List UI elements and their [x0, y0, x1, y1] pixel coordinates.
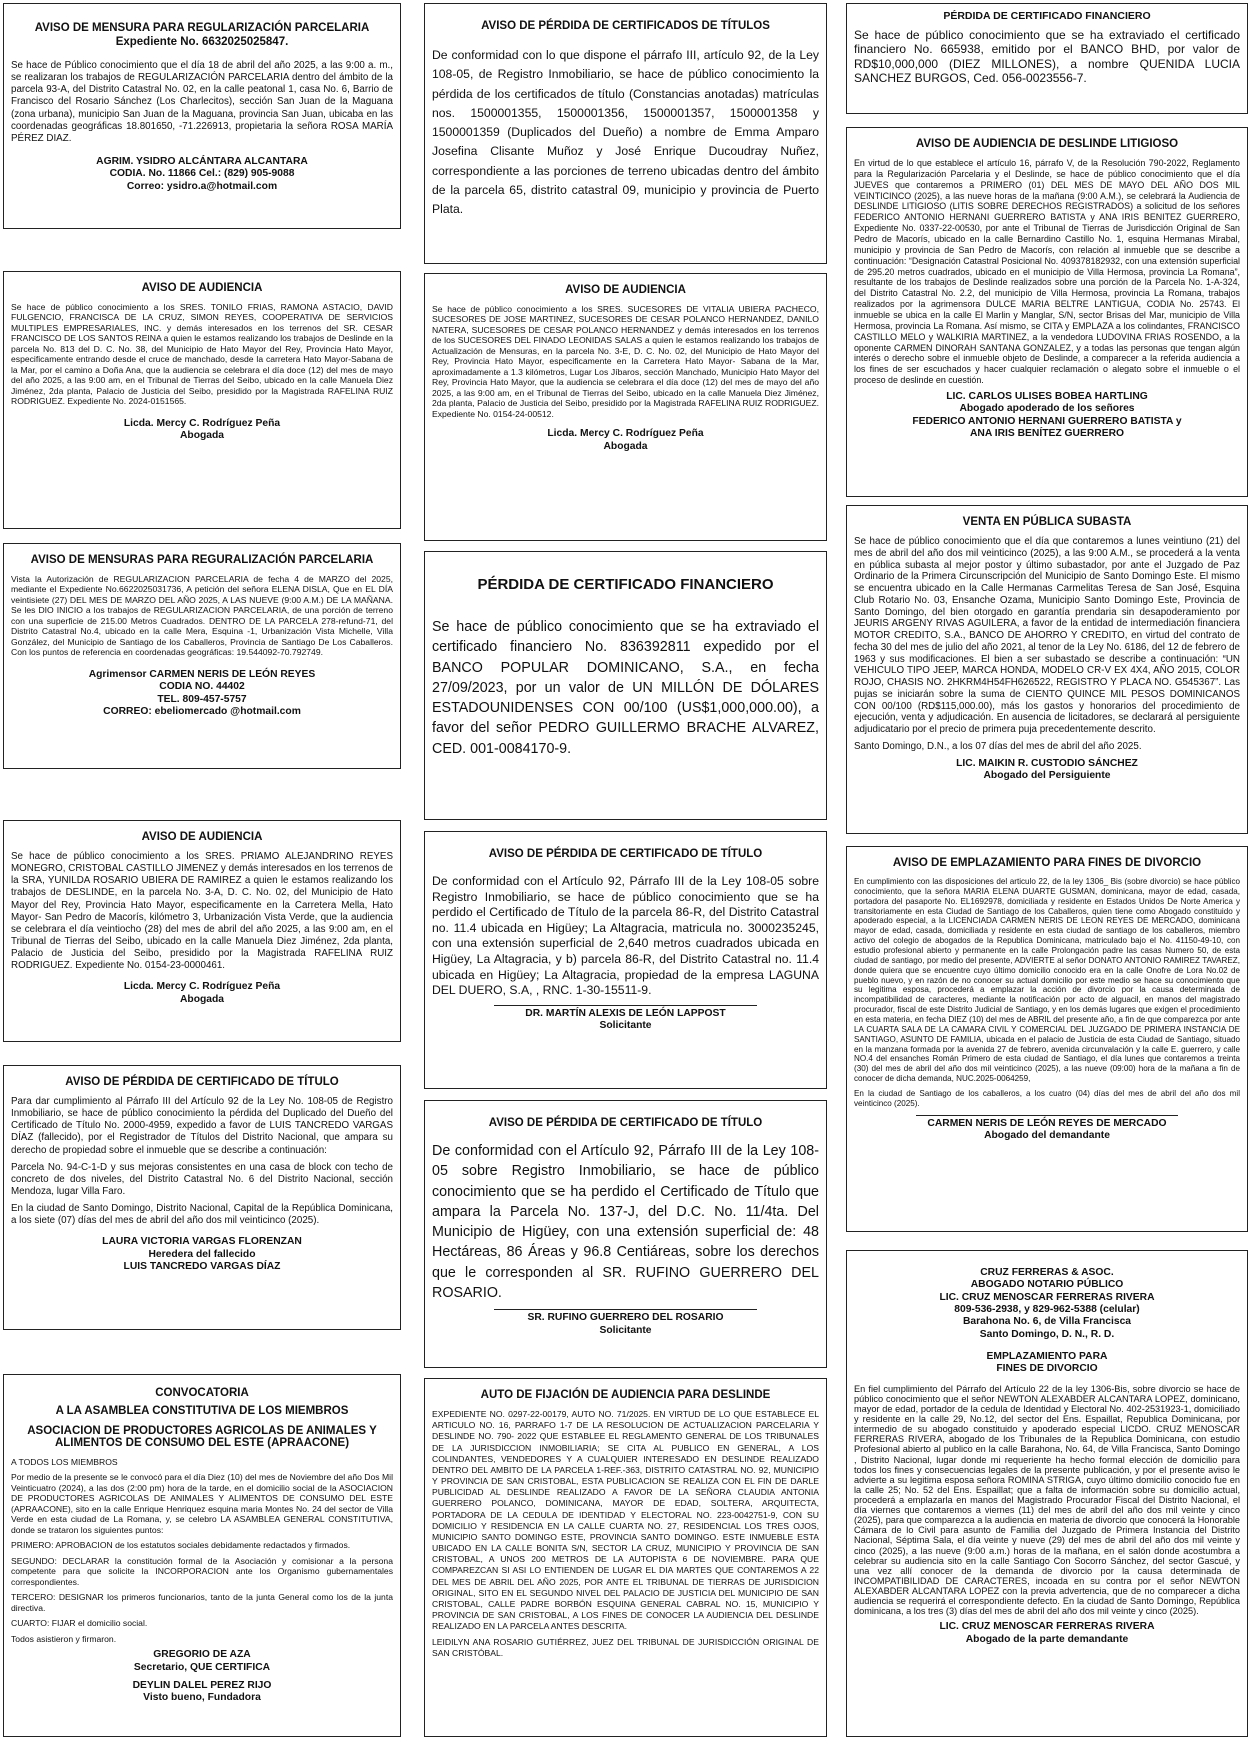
signature-name: SR. RUFINO GUERRERO DEL ROSARIO — [527, 1312, 724, 1324]
notice-perdida-titulo-1 — [3, 1065, 401, 1330]
notice-date: En la ciudad de Santiago de los caballeros, a los cuatro (04) días del mes de abril del año dos mil veinticinco (2025). — [854, 1089, 1240, 1108]
notice-title: EMPLAZAMIENTO PARA — [986, 1351, 1108, 1363]
signature-role: Secretario, QUE CERTIFICA — [133, 1661, 271, 1673]
signature-email: CORREO: ebeliomercado @hotmail.com — [103, 705, 301, 717]
notice-paragraph: Todos asistieron y firmaron. — [11, 1633, 117, 1644]
signature-name: LIC. MAIKIN R. CUSTODIO SÁNCHEZ — [956, 757, 1138, 769]
notice-title: AVISO DE PÉRDIDA DE CERTIFICADO DE TÍTULO — [65, 1076, 339, 1088]
signature-client: ANA IRIS BENÍTEZ GUERRERO — [969, 428, 1125, 440]
signature-role: Solicitante — [599, 1020, 652, 1032]
notice-subtitle: A LA ASAMBLEA CONSTITUTIVA DE LOS MIEMBROS — [55, 1405, 349, 1417]
notice-body: EXPEDIENTE NO. 0297-22-00179, AUTO NO. 71/2025. EN VIRTUD DE LO QUE ESTABLECE EL ARTICULO NO. 16, PARRAFO 1-7 DE LA RESOLUCION DE ACTUALIZACION PARCELARIA Y DESLINDE NO. 790- 2022 QUE ESTABLEE EL REGLAMENTO GENERAL DE LOS TRIBUNALES DE LA JURISDICCION INMOBILIARIA; SE CITA AL PUBLICO EN GENERAL, A LOS COLINDANTES, VENDEDORES Y A CUALQUIER INTERESADO EN DESLINDE REALIZADO DENTRO DEL AMBITO DE LA PARCELA 1-REF.-363, DISTRITO CATASTRAL NO. 92, MUNICIPIO Y PROVINCIA DE SAN CRISTOBAL, ESTA PUBLICACION SE REALIZA CON EL FIN DE DARLE PUBLICIDAD AL DESLINDE REALIZADO A FAVOR DE LA SEÑORA CLAUDIA ANTONIA GUERRERO POLANCO, DOMINICANA, MAYOR DE EDAD, SOLTERA, ARQUITECTA, PORTADORA DE LA CEDULA DE IDENTIDAD Y ELECTORAL NO. 223-0042751-9, CON SU DOMICILIO Y RESIDENCIA EN LA CALLE CUARTA NO. 27, RESIDENCIAL LOS TRES OJOS, MUNICIPIO SANTO DOMINGO ESTE, PROVINCIA SANTO DOMINGO. ESTE INMUEBLE ESTA UBICADO EN LA CALLE BONITA S/N, SECTOR LA CRUZ, MUNICIPIO Y PROVINCIA DE SAN CRISTOBAL, A UNOS 200 METROS DE LA AUTOPISTA 6 DE NOVIEMBRE. PARA QUE COMPAREZCAN SI ASI LO ENTIENDEN DE LUGAR EL DIA MARTES QUE CONTAREMOS A 22 DEL MES DE ABRIL DEL AÑO 2025, POR ANTE EL TRIBUNAL DE TIERRAS DE JURISDICION ORIGINAL, SITO EN EL SEGUNDO NIVEL DEL PALACIO DE JUSTICIA DEL MUNICIPIO DE SAN CRISTOBAL, CALLE PADRE BORBÓN ESQUINA GENERAL CABRAL NO. 15, MUNICIPIO Y PROVINCIA DE SAN CRISTOBAL, A LOS FINES DE CONOCER LA AUDIENCIA DEL DESLINDE REALIZADO EN LA PARCELA ANTES DESCRITA. — [432, 1409, 819, 1632]
notice-perdida-titulo-2 — [424, 831, 827, 1089]
notice-audiencia-2 — [3, 820, 401, 1042]
notice-title: FINES DE DIVORCIO — [996, 1363, 1098, 1375]
signature-role: Abogado del Persiguiente — [983, 770, 1111, 782]
signature-role: Abogado del demandante — [984, 1130, 1110, 1142]
signature-name: LAURA VICTORIA VARGAS FLORENZAN — [102, 1236, 302, 1248]
notice-subtitle: Expediente No. 6632025025847. — [115, 36, 289, 48]
notice-body: De conformidad con el Artículo 92, Párrafo III de la Ley 108-05 sobre Registro Inmobiliario, se hace de público conocimiento que se ha perdido el Certificado de Título que ampara la Parcela No. 137-J, del D.C. No. 11/4ta. Del Municipio de Higüey, con una extensión superficial de: 48 Hectáreas, 86 Áreas y 96.8 Centiáreas, sobre los derechos que le corresponden al SR. RUFINO GUERRERO DEL ROSARIO. — [432, 1143, 819, 1302]
signature-codia: CODIA. No. 11866 Cel.: (829) 905-9088 — [109, 168, 295, 180]
signature-role: Heredera del fallecido — [148, 1248, 256, 1260]
notice-body: De conformidad con lo que dispone el párrafo III, artículo 92, de la Ley 108-05, de Registro Inmobiliario, se hace de público conocimiento la pérdida de los certificados de título (Constancias anotadas) matrículas nos. 1500001355, 1500001356, 1500001357, 1500001358 y 1500001359 (Duplicados del Dueño) a nombre de Emma Amparo Josefina Clisante Muñoz y José Enrique Ducoudray Nuñez, correspondiente a las porciones de terreno ubicadas dentro del ámbito de la parcela 65, distrito catastral 09, municipio y provincia de Puerto Plata. — [432, 48, 819, 217]
notice-title: AVISO DE AUDIENCIA — [141, 282, 263, 294]
notice-venta-subasta — [846, 505, 1248, 834]
signature-role: Abogado apoderado de los señores — [959, 403, 1135, 415]
notice-paragraph: SEGUNDO: DECLARAR la constitución formal de la Asociación y comisionar a la persona competente para que solicite la INCORPORACION ante los Organismo gubernamentales correspondientes. — [11, 1555, 393, 1587]
notice-body: Se hace de público conocimiento a los SRES. SUCESORES DE VITALIA UBIERA PACHECO, SUCESORES DE JOSE MARTINEZ, SUCESORES DE CESAR POLANCO HERNANDEZ, DANILO NATERA, SUCESORES DE CESAR POLANCO HERNANDEZ y demás interesados en los terrenos de los SUCESORES DEL FINADO LEONIDAS SALAS a quien le estamos realizando los trabajos de Actualización de Mensuras, en la parcela No. 3-E, D. C. No. 02, del Municipio de Hato Mayor del Rey, Provincia Hato Mayor, especificamente en la Carretera Hato Mayor- Sabana de la Mar, aproximadamente a 1.3 kilómetros, Lugar Los Jíbaros, sección Manchado, Municipio Hato Mayor del Rey, Provincia Hato Mayor, que la audiencia se celebrara el día doce (12) del mes de mayo del año 2025, a las 9:00 am, en el Tribunal de Tierras del Seibo, ubicado en la calle Manuela Diez Jiménez, 2da planta, Palacio de Justicia del Seibo, presidido por la Magistrada RAFELINA RUIZ RODRIGUEZ. Expediente No. 0154-24-00512. — [432, 304, 819, 419]
notice-body: Se hace de público conocimiento que se ha extraviado el certificado financiero No. 836392811 expedido por el BANCO POPULAR DOMINICANO, S.A., en fecha 27/09/2023, por un valor de UN MILLÓN DE DÓLARES ESTADOUNIDENSES CON 00/100 (US$1,000,000.00), a favor del señor PEDRO GUILLERMO BRACHE ALVAREZ, CED. 001-0084170-9. — [432, 619, 819, 757]
signature-line — [494, 1005, 757, 1006]
signature-client: FEDERICO ANTONIO HERNANI GUERRERO BATISTA y — [912, 415, 1182, 427]
signature-role: Abogada — [179, 430, 225, 442]
notice-title: AVISO DE AUDIENCIA DE DESLINDE LITIGIOSO — [915, 138, 1179, 150]
notice-title: AVISO DE EMPLAZAMIENTO PARA FINES DE DIVORCIO — [892, 857, 1202, 869]
notice-body: De conformidad con el Artículo 92, Párrafo III de la Ley 108-05 sobre Registro Inmobiliario, se hace de público conocimiento que se ha perdido el Certificado de Título de la parcela 86-R, del Distrito Catastral no. 11.4 ubicada en Higüey; La Altagracia, matricula no. 3000235245, con una extensión superficial de 2,640 metros cuadrados ubicada en Higüey, La Altagracia, y b) parcela 86-R, del Distrito Catastral no. 11.4 ubicada en Higüey; La Altagracia, propiedad de la empresa LAGUNA DEL DUERO, S.A, , RNC. 1-30-15511-9. — [432, 874, 819, 998]
notice-body: En cumplimiento con las disposiciones del articulo 22, de la ley 1306_ Bis (sobre divorcio) se hace público conocimiento, que la señora MARIA ELENA DUARTE GUSMAN, dominicana, mayor de edad, casada, portadora del pasaporte No. EL1692978, domiciliada y residente en Estados Unidos De Norte America y transitoriamente en esta Ciudad de Santiago de los Caballeros, quien tiene como Abogado constituido y apoderado especial, a la LICENCIADA CARMEN NERIS DE LEON REYES DE MERCADO, dominicana mayor de edad, casada, domiciliada y residente en esta ciudad de santiago de los caballeros, miembro activo del colegio de abogados de la Republica Dominicana, matriculado bajo el No. 41150-49-10, con estudio profesional abierto y permanente en la calle Prolongación padre las casas Numero 50, de esta ciudad de santiago, por medio del presente, ADVIERTE al señor DONATO ANTONIO RAMIREZ TAVAREZ, donde quiera que se encuentre cuyo último domicilio conocido era en la calle Onofre de Lora No.02 de pueblo nuevo, y en razón de no conocer su actual domicilio por este medio se hace su conocimiento que su legitima esposa, procederá a emplazar la acción de divorcio por la causa determinada de incompatibilidad de caracteres, mediante la notificación por acto de alguacil, en manos del magistrado procurador, fiscal de este Distrito Judicial de Santiago, y en los demás lugares que exigen el procedimiento en esta materia, en fecha DIEZ (10) del mes de ABRIL del presente año, a fin de que comparezca por ante LA CUARTA SALA DE LA CAMARA CIVIL Y COMERCIAL DEL JUZGADO DE PRIMERA INSTANCIA DE SANTIAGO, ASUNTO DE FAMILIA, ubicada en el palacio de Justicia de esta Ciudad de Santiago, situado en la manzana formada por la avenida 27 de febrero, avenida circunvalación y la calle E. guerrero, y calle NO.4 del ensanches Román Primero de esta ciudad de Santiago, el día lunes que contaremos a treinta (30) del mes de abril del año dos mil veinticinco (2025), a las nueve (09:00) hora de la mañana a fin de conocer de dicha demanda, NUC.2025-0064259, — [854, 877, 1240, 1084]
notice-title: CONVOCATORIA — [155, 1387, 249, 1399]
notice-paragraph: Por medio de la presente se le convocó para el día Diez (10) del mes de Noviembre del año Dos Mil Veinticuatro (2024), a las dos (2:00 pm) hora de la tarde, en el domicilio social de la ASOCIACION DE PRODUCTORES AGRICOLAS DE ANIMALES Y ALIMENTOS DE CONSUMO DEL ESTE (APRAACONE), sito en la calle Enrique Henriquez esquina maria Montes No. 24 del sector de Villa Verde en esta ciudad de La Romana, y, se celebro LA ASAMBLEA GENERAL CONSTITUTIVA, donde se trataron los siguientes puntos: — [11, 1472, 393, 1535]
notice-body: Vista la Autorización de REGULARIZACION PARCELARIA de fecha 4 de MARZO del 2025, mediante el Expediente No.6622025031736, A petición del señora ELENA DISLA, Que en EL DÍA veintisiete (27) DEL MES DE MARZO DEL AÑO 2025, A LAS NUEVE (9:00 A.M.) DE LA MAÑANA. Se les DIO INICIO a los trabajos de REGULARIZACION PARCELARIA, de una porción de terreno con una superficie de 215.00 Metros Cuadrados. DENTRO DE LA PARCELA 278-refund-71, del Distrito Catastral No.4, ubicado en la calle Mera, Esquina -1, Urbanización Vista Michelle, Villa González, del Municipio de Santiago de los Caballeros, Provincia de Santiago De Los Caballeros. Con los puntos de referencia en coordenadas geográficas: 19.544092-70.792749. — [11, 574, 393, 658]
notice-paragraph: CUARTO: FIJAR el domicilio social. — [11, 1618, 148, 1629]
signature-line — [494, 1309, 757, 1310]
notice-title: AVISO DE PÉRDIDA DE CERTIFICADO DE TÍTULO — [488, 848, 763, 860]
notice-emplazamiento-divorcio-1 — [846, 846, 1248, 1232]
notice-perdida-titulos — [424, 3, 827, 264]
signature-role: Visto bueno, Fundadora — [143, 1692, 261, 1704]
signature-role: Abogado de la parte demandante — [965, 1633, 1129, 1645]
signature-name: LUIS TANCREDO VARGAS DÍAZ — [123, 1261, 281, 1273]
notice-audiencia-deslinde-litigioso — [846, 127, 1248, 497]
signature-name: Licda. Mercy C. Rodríguez Peña — [547, 428, 704, 440]
firm-title: ABOGADO NOTARIO PÚBLICO — [970, 1279, 1124, 1291]
signature-name: CARMEN NERIS DE LEÓN REYES DE MERCADO — [927, 1117, 1167, 1129]
notice-convocatoria — [3, 1374, 401, 1737]
notice-title: AVISO DE AUDIENCIA — [141, 831, 263, 843]
signature-name: AGRIM. YSIDRO ALCÁNTARA ALCANTARA — [96, 155, 308, 167]
notice-paragraph: TERCERO: DESIGNAR los primeros funcionarios, tanto de la junta General como los de la junta directiva. — [11, 1592, 393, 1613]
signature-name: DR. MARTÍN ALEXIS DE LEÓN LAPPOST — [525, 1007, 726, 1019]
notice-body: Se hace de Público conocimiento que el día 18 de abril del año 2025, a las 9:00 a. m., se realizaran los trabajos de REGULARIZACIÓN PARCELARIA dentro del ámbito de la parcela 93-A, del Distrito Catastral No. 02, en la calle peatonal 1, casa No. 6, Barrio de Francisco del Rosario Sánchez (Los Charlecitos), sección San Juan de la Maguana (zona urbana), municipio San Juan de la Maguana, provincia San Juan, ubicaba en las coordenadas geográficas 18.801650, -71.226913, propietaria la señora ROSA MARÍA PÉREZ DIAZ. — [11, 60, 393, 144]
signature-role: Abogada — [179, 993, 225, 1005]
firm-name: CRUZ FERRERAS & ASOC. — [980, 1267, 1114, 1278]
notice-body: Se hace de público conocimiento que se ha extraviado el certificado financiero No. 665938, emitido por el BANCO BHD, por valor de RD$10,000,000 (DIEZ MILLONES), a nombre QUENIDA LUCIA SANCHEZ BURGOS, Ced. 056-0023556-7. — [854, 28, 1240, 86]
notice-perdida-certificado-financiero-2 — [846, 3, 1248, 114]
notice-body: Se hace de público conocimiento a los SRES. TONILO FRIAS, RAMONA ASTACIO, DAVID FULGENCIO, FRANCISCA DE LA CRUZ, SIMON REYES, COOPERATIVA DE SERVICIOS MULTIPLES EMPRESARIALES, INC. y demás interesados en los terrenos del SR. CESAR FRANCISCO DE LOS SANTOS REINA a quien le estamos realizando los trabajos de Deslinde en la parcela No. 813 del D. C. No. 38, del Municipio de Hato Mayor del Rey, Provincia Hato Mayor, especificamente entrando desde el cruce de manchado, desde la carretera Hato Mayor-Sabana de la Mar, por el camino a Doña Ana, que la audiencia se celebrara el día doce (12) del mes de mayo del año 2025, a las 9:00 am, en el Tribunal de Tierras del Seibo, ubicado en la calle Manuela Diez Jiménez, 2da planta, Palacio de Justicia del Seibo, presidido por la Magistrada RAFELINA RUIZ RODRIGUEZ. Expediente No. 2024-0151565. — [11, 302, 393, 407]
signature-codia: CODIA NO. 44402 — [159, 681, 245, 693]
firm-lawyer: LIC. CRUZ MENOSCAR FERRERAS RIVERA — [939, 1291, 1155, 1303]
notice-perdida-certificado-financiero-1 — [424, 551, 827, 820]
signature-name: LIC. CARLOS ULISES BOBEA HARTLING — [946, 391, 1148, 403]
signature-name: Agrimensor CARMEN NERIS DE LEÓN REYES — [88, 668, 316, 680]
notice-auto-fijacion — [424, 1378, 827, 1737]
notice-title: AVISO DE MENSURAS PARA REGURALIZACIÓN PARCELARIA — [30, 554, 374, 566]
notice-paragraph: PRIMERO: APROBACION de los estatutos sociales debidamente redactados y firmados. — [11, 1540, 351, 1551]
firm-address: Barahona No. 6, de Villa Francisca — [962, 1316, 1132, 1328]
signature-name: Licda. Mercy C. Rodríguez Peña — [123, 981, 281, 993]
signature-role: Solicitante — [599, 1324, 652, 1336]
notice-body: Se hace de público conocimiento que el día que contaremos a lunes veintiuno (21) del mes de abril del año dos mil veinticinco (2025), a las 9:00 A.M., se procederá a la venta en pública subasta al mejor postor y último subastador, por ante el Juzgado de Paz Ordinario de la Primera Circunscripción del Municipio de Santo Domingo Este. El mismo se encuentra ubicado en la Calle Hermanas Carmelitas Teresa de San José, Esquina Club Rotario No. 03, Ensanche Ozama, Municipio Santo Domingo Este, Provincia de Santo Domingo, del bien otorgado en garantía prendaria sin desapoderamiento por JEURIS ARGENY RIVAS AGUILERA, a favor de la entidad de intermediación financiera MOTOR CREDITO, S.A., BANCO DE AHORRO Y CREDITO, en virtud del contrato de fecha 30 del mes de julio del año 2021, al tenor de la Ley No. 6186, del 12 de febrero de 1963 y sus modificaciones. El bien a ser subastado se describe a continuación: “UN VEHICULO TIPO JEEP, MARCA HONDA, MODELO CR-V EX 4X4, AÑO 2015, COLOR ROJO, CHASIS NO. 2HKRM4H54FH626522, REGISTRO Y PLACA NO. G545367”. Las pujas se iniciarán sobre la suma de CIENTO QUINCE MIL PESOS DOMINICANOS CON 00/100 (RD$115,000.00), más los gastos y honorarios del procedimiento de ejecución, venta y adjudicación. En ausencia de licitadores, se declarará al persiguiente adjudicatario por el precio de primera puja precedentemente descrito. — [854, 536, 1240, 735]
notice-paragraph: Para dar cumplimiento al Párrafo III del Artículo 92 de la Ley No. 108-05 de Registro Inmobiliario, se hace de público conocimiento la pérdida del Duplicado del Dueño del Certificado de Título No. 2000-4959, expedido a favor de LUIS TANCREDO VARGAS DÍAZ (fallecido), por el Registrador de Títulos del Distrito Nacional, que ampara su derecho de propiedad sobre el inmueble que se describe a continuación: — [11, 1096, 393, 1156]
signature-name: DEYLIN DALEL PEREZ RIJO — [132, 1679, 272, 1691]
notice-date: Santo Domingo, D.N., a los 07 días del mes de abril del año 2025. — [854, 740, 1142, 752]
signature-name: Licda. Mercy C. Rodríguez Peña — [123, 417, 281, 429]
notice-audiencia-3 — [424, 273, 827, 541]
notice-title: PÉRDIDA DE CERTIFICADO FINANCIERO — [477, 576, 774, 593]
notice-title: VENTA EN PÚBLICA SUBASTA — [962, 516, 1132, 528]
firm-city: Santo Domingo, D. N., R. D. — [979, 1328, 1115, 1340]
signature-role: Abogada — [603, 440, 648, 452]
signature-email: Correo: ysidro.a@hotmail.com — [126, 180, 278, 192]
notice-perdida-titulo-3 — [424, 1100, 827, 1368]
notice-title: AVISO DE AUDIENCIA — [565, 284, 686, 296]
notice-mensuras-regularizacion — [3, 543, 401, 769]
notice-title: AVISO DE PÉRDIDA DE CERTIFICADO DE TÍTULO — [488, 1117, 763, 1129]
notice-title: AVISO DE PÉRDIDA DE CERTIFICADOS DE TÍTULOS — [481, 20, 770, 32]
signature-phone: TEL. 809-457-5757 — [157, 693, 247, 705]
notice-paragraph: A TODOS LOS MIEMBROS — [11, 1457, 118, 1467]
signature-line — [916, 1115, 1178, 1116]
notice-mensura-regularizacion — [3, 3, 401, 229]
notice-body: En fiel cumplimiento del Párrafo del Artículo 22 de la ley 1306-Bis, sobre divorcio se hace de público conocimiento que el señor NEWTON ALEXABDER ALCANTARA LOPEZ, dominicano, mayor de edad, portador de la cedula de Identidad y Electoral No. 402-2531923-1, domiciliado y residente en la calle 29, No.12, del sector del Ens. Espaillat, Republica Dominicana, por intermedio de su abogado constituido y apoderado especial LICDO. CRUZ MENOSCAR FERRERAS RIVERA, abogado de los Tribunales de la Republica Dominicana, con estudio Profesional abierto al publico en la calle Barahona, No. 64, de Villa Francisca, Santo Domingo , Distrito Nacional, lugar donde mi requeriente ha hecho formal elección de domicilio para todos los fines y consecuencias legales de la presente publicación, y por el presente aviso le advierte a su legitima esposa señora ROMINA STRIGA, cuyo último domicilio conocido fue en la calle 25; No. 52 del Ens. Espaillat; que a falta de información sobre su domicilio actual, procederá a emplazarla en manos del Magistrado Procurador Fiscal del Distrito Nacional, el día viernes que contaremos a viernes (11) del mes de abril del año dos mil veinte y cinco (2025), para que comparezca a la audiencia en materia de divorcio que conocerá la Honorable Cámara de lo Civil para asunto de Familia del Juzgado de Primera Instancia del Distrito Nacional, Séptima Sala, el día veinte y nueve (29) del mes de abril del año dos mil veinte y cinco (2025), a las nueve (9:00 a.m.) horas de la mañana, en el salón donde acostumbra a celebrar su audiencia sito en la calle Santiago Con Socorro Sánchez, del sector Gascué, y una vez allí conocer de la demanda de divorcio por la causa determinada de INCOMPATIBILIDAD DE CARACTERES, incoada en su contra por el señor NEWTON ALEXABDER ALCANTARA LOPEZ con la previa advertencia, que de no comparecer a dicha audiencia se requerirá el correspondiente defecto. En la ciudad de Santo Domingo, República dominicana, a los tres (3) días del mes de abril del año dos mil veinte y cinco (2025). — [854, 1383, 1240, 1617]
association-name: ASOCIACION DE PRODUCTORES AGRICOLAS DE ANIMALES Y ALIMENTOS DE CONSUMO DEL ESTE (APRAACONE) — [27, 1425, 377, 1449]
signature-name: LIC. CRUZ MENOSCAR FERRERAS RIVERA — [939, 1621, 1155, 1633]
notice-title: AUTO DE FIJACIÓN DE AUDIENCIA PARA DESLINDE — [480, 1389, 771, 1401]
notice-body: En virtud de lo que establece el artículo 16, párrafo V, de la Resolución 790-2022, Reglamento para la Regularización Parcelaria y el Deslinde, se hace de público conocimiento que el día JUEVES que contaremos a PRIMERO (01) DEL MES DE MAYO DEL AÑO DOS MIL VEINTICINCO (2025), a las nueve horas de la mañana (9:00 A.M.), se celebrará la Audiencia de DESLINDE LITIGIOSO (LITIS SOBRE DERECHOS REGISTRADOS) a solicitud de los señores FEDERICO ANTONIO HERNANI GUERRERO BATISTA y ANA IRIS BENITEZ GUERRERO, Expediente No. 0337-22-00530, por ante el Tribunal de Tierras de Jurisdicción Original de San Pedro de Macorís, ubicado en la calle Bernardino Castillo No. 1, esquina Hermanas Mirabal, municipio y provincia de San Pedro de Macorís, con relación al inmueble que se describe a continuación: “Designación Catastral Posicional No. 409378182932, con una extensión superficial de 295.20 metros cuadrados, ubicado en el municipio de Villa Hermosa, provincia La Romana”, resultante de los trabajos de Deslinde realizados sobre una porción de la Parcela No. 1-A-324, del Distrito Catastral No. 2.2, del municipio de Villa Hermosa, provincia La Romana, trabajos realizados por la agrimensora DULCE MARIA BELTRE LANTIGUA, CODIA No. 25743. El inmueble se ubica en la calle El Marlin y Manglar, S/N, sector Brisas del Mar, municipio de Villa Hermosa, provincia La Romana. Así mismo, se CITA y EMPLAZA a los colindantes, FRANCISCO CASTILLO MELO y WALKIRIA MARTINEZ, a la vendedora LUDOVINA FRIAS ROSENDO, a la oponente CARMEN DINORAH SANTANA GONZALEZ, y a todas las personas que tengan algún interés o derecho sobre el inmueble objeto de Deslinde, a comparecer a la referida audiencia a los fines de ser escuchados y hacer cualquier reclamación o alegato sobre el inmueble o el proceso de deslinde en cuestión. — [854, 158, 1240, 386]
signature-name: GREGORIO DE AZA — [153, 1649, 251, 1661]
notice-signature: LEIDILYN ANA ROSARIO GUTIÉRREZ, JUEZ DEL TRIBUNAL DE JURISDICCIÓN ORIGINAL DE SAN CRISTÓBAL. — [432, 1637, 819, 1658]
notice-paragraph: En la ciudad de Santo Domingo, Distrito Nacional, Capital de la República Dominicana, a los siete (07) días del mes de abril del año dos mil veinticinco (2025). — [11, 1203, 393, 1227]
notice-audiencia-1 — [3, 271, 401, 529]
notice-body: Se hace de público conocimiento a los SRES. PRIAMO ALEJANDRINO REYES MONEGRO, CRISTOBAL CASTILLO JIMENEZ y demás interesados en los terrenos de la SRA, YUNILDA ROSARIO UBIERA DE RAMIREZ a quien le estamos realizando los trabajos de DESLINDE, en la parcela No. 3-A, D. C. No. 02, del Municipio de Hato Mayor del Rey, Provincia Hato Mayor, especificamente en la Carretera Mella, Hato Mayor- San Pedro de Macorís, kilómetro 3, Urbanización Vista Verde, que la audiencia se celebrara el día veintiocho (28) del mes de abril del año 2025, a las 9:00 am, en el Tribunal de Tierras del Seibo, ubicado en la calle Manuela Diez Jiménez, 2da planta, Palacio de Justicia del Seibo, presidido por la Magistrada RAFELINA RUIZ RODRIGUEZ. Expediente No. 0154-23-0000461. — [11, 851, 393, 972]
notice-paragraph: Parcela No. 94-C-1-D y sus mejoras consistentes en una casa de block con techo de concreto de dos niveles, del Distrito Catastral No. 6 del Distrito Nacional, sección Mendoza, lugar Villa Faro. — [11, 1161, 393, 1197]
notice-emplazamiento-divorcio-2 — [846, 1250, 1248, 1737]
firm-phone: 809-536-2938, y 829-962-5388 (celular) — [954, 1304, 1140, 1316]
notice-title: PÉRDIDA DE CERTIFICADO FINANCIERO — [943, 10, 1151, 22]
notice-title: AVISO DE MENSURA PARA REGULARIZACIÓN PARCELARIA — [34, 22, 370, 34]
